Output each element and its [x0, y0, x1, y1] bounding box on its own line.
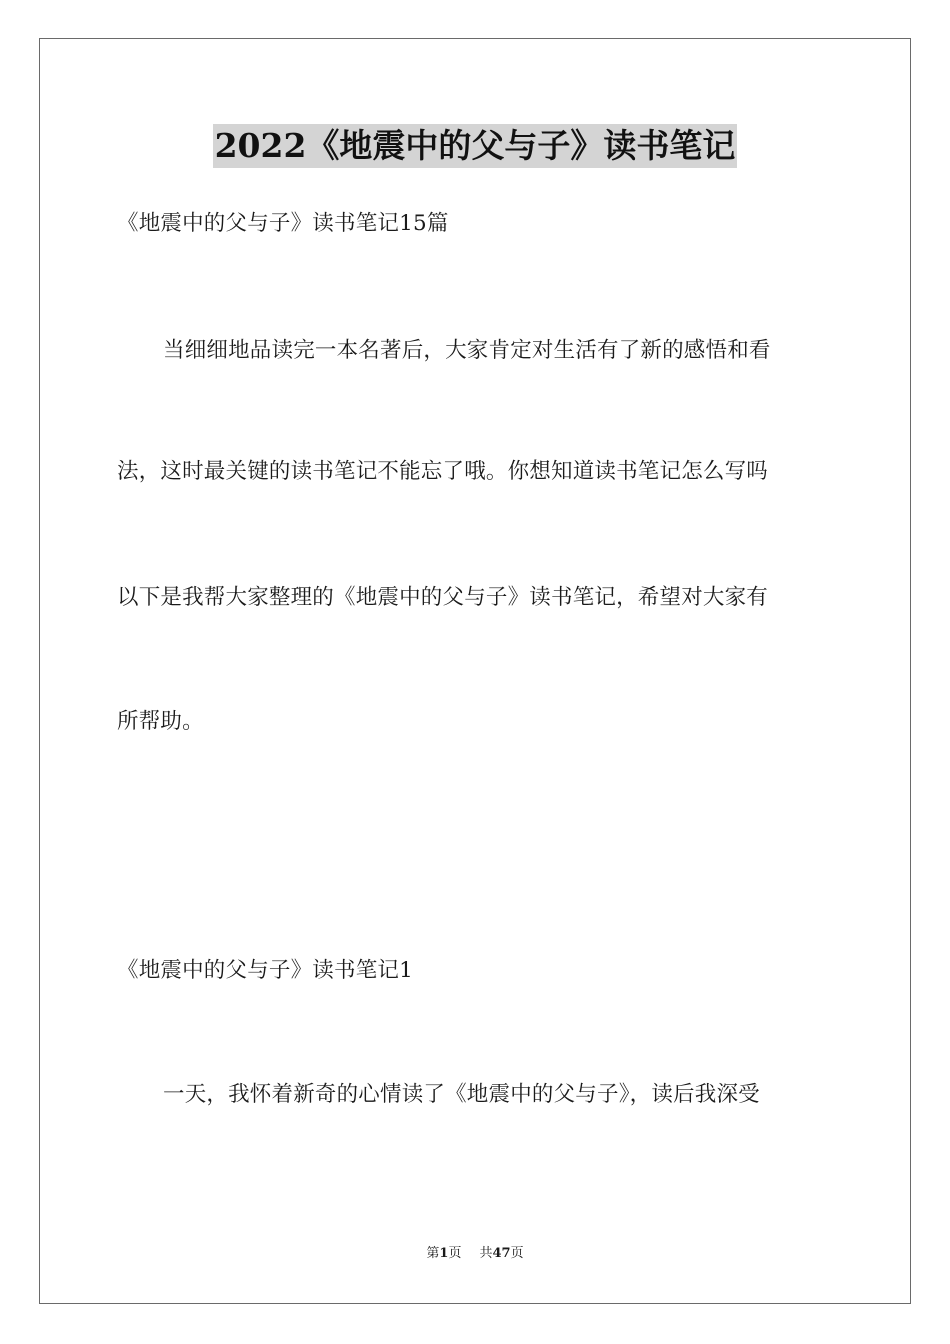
page-prefix: 第 [426, 1246, 440, 1261]
page-footer [0, 1245, 950, 1263]
document-subtitle: 《地震中的父与子》读书笔记15篇 [117, 211, 449, 236]
section-heading: 《地震中的父与子》读书笔记1 [117, 958, 413, 983]
paragraph-line: 法，这时最关键的读书笔记不能忘了哦。你想知道读书笔记怎么写吗 [117, 459, 769, 484]
paragraph-line: 以下是我帮大家整理的《地震中的父与子》读书笔记，希望对大家有 [117, 585, 769, 610]
total-prefix: 共 [479, 1246, 493, 1261]
page-total: 47 [492, 1246, 511, 1261]
title-container [0, 124, 950, 168]
page-suffix: 页 [448, 1246, 462, 1261]
paragraph-line: 一天，我怀着新奇的心情读了《地震中的父与子》，读后我深受 [163, 1082, 760, 1107]
page-number: 1 [439, 1246, 449, 1261]
paragraph-line: 所帮助。 [117, 709, 204, 734]
paragraph-line: 当细细地品读完一本名著后，大家肯定对生活有了新的感悟和看 [163, 338, 771, 363]
total-suffix: 页 [510, 1246, 524, 1261]
document-title: 2022《地震中的父与子》读书笔记 [213, 124, 738, 168]
